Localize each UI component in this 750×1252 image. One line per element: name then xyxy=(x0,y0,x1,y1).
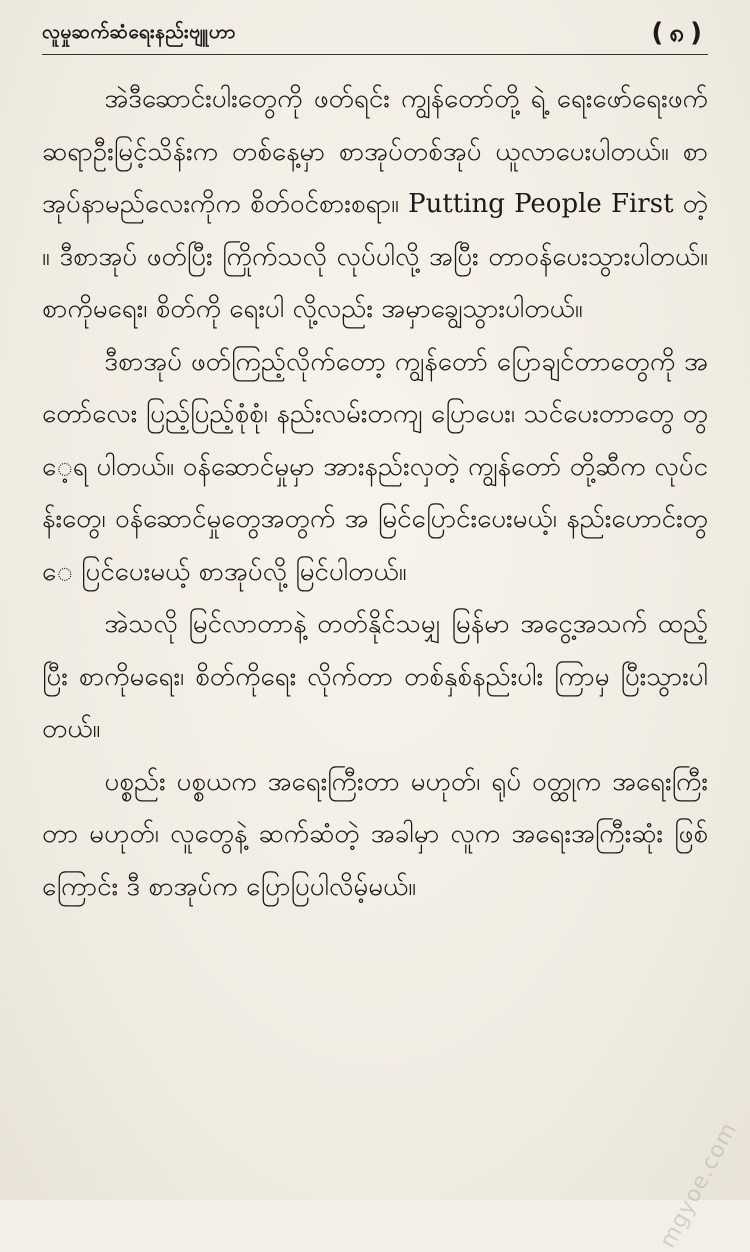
paragraph-1: အဲဒီဆောင်းပါးတွေကို ဖတ်ရင်း ကျွန်တော်တို့ ရဲ့ ရေးဖော်ရေးဖက် ဆရာဦးမြင့်သိန်းက တစ်နေ့မှာ စာအုပ်တစ်အုပ် ယူလာပေးပါတယ်။ စာအုပ်နာမည်လေးကိုက စိတ်ဝင်စားစရာ။ Putting People First တဲ့။ ဒီစာအုပ် ဖတ်ပြီး ကြိုက်သလို လုပ်ပါလို့ အပြီး တာဝန်ပေးသွားပါတယ်။ စာကိုမရေး၊ စိတ်ကို ရေးပါ လို့လည်း အမှာချွေသွားပါတယ်။ xyxy=(42,84,708,324)
running-header xyxy=(42,14,708,55)
book-title: လူမှုဆက်ဆံရေးနည်းဗျူဟာ xyxy=(42,21,236,43)
paragraph-2: ဒီစာအုပ် ဖတ်ကြည့်လိုက်တော့ ကျွန်တော် ပြောချင်တာတွေကို အတော်လေး ပြည့်ပြည့်စုံစုံ၊ နည်းလမ်းတကျ ပြောပေး၊ သင်ပေးတာတွေ တွေ့ရ ပါတယ်။ ဝန်ဆောင်မှုမှာ အားနည်းလှတဲ့ ကျွန်တော် တို့ဆီက လုပ်ငန်းတွေ၊ ဝန်ဆောင်မှုတွေအတွက် အ မြင်ပြောင်းပေးမယ့်၊ နည်းဟောင်းတွေ ပြင်ပေးမယ့် စာအုပ်လို့ မြင်ပါတယ်။ xyxy=(42,346,708,587)
paragraph-4: ပစ္စည်း ပစ္စယက အရေးကြီးတာ မဟုတ်၊ ရုပ် ဝတ္ထုက အရေးကြီးတာ မဟုတ်၊ လူတွေနဲ့ ဆက်ဆံတဲ့ အခါမှာ လူက အရေးအကြီးဆုံး ဖြစ်ကြောင်း ဒီ စာအုပ်က ပြောပြပါလိမ့်မယ်။ xyxy=(42,766,708,902)
body-text xyxy=(42,73,708,913)
page-number: (၈) xyxy=(651,17,708,48)
watermark: mgyoe.com xyxy=(654,1118,742,1252)
paragraph-3: အဲသလို မြင်လာတာနဲ့ တတ်နိုင်သမျှ မြန်မာ အငွေ့အသက် ထည့်ပြီး စာကိုမရေး၊ စိတ်ကိုရေး လိုက်တာ တစ်နှစ်နည်းပါး ကြာမှ ပြီးသွားပါတယ်။ xyxy=(42,609,708,744)
